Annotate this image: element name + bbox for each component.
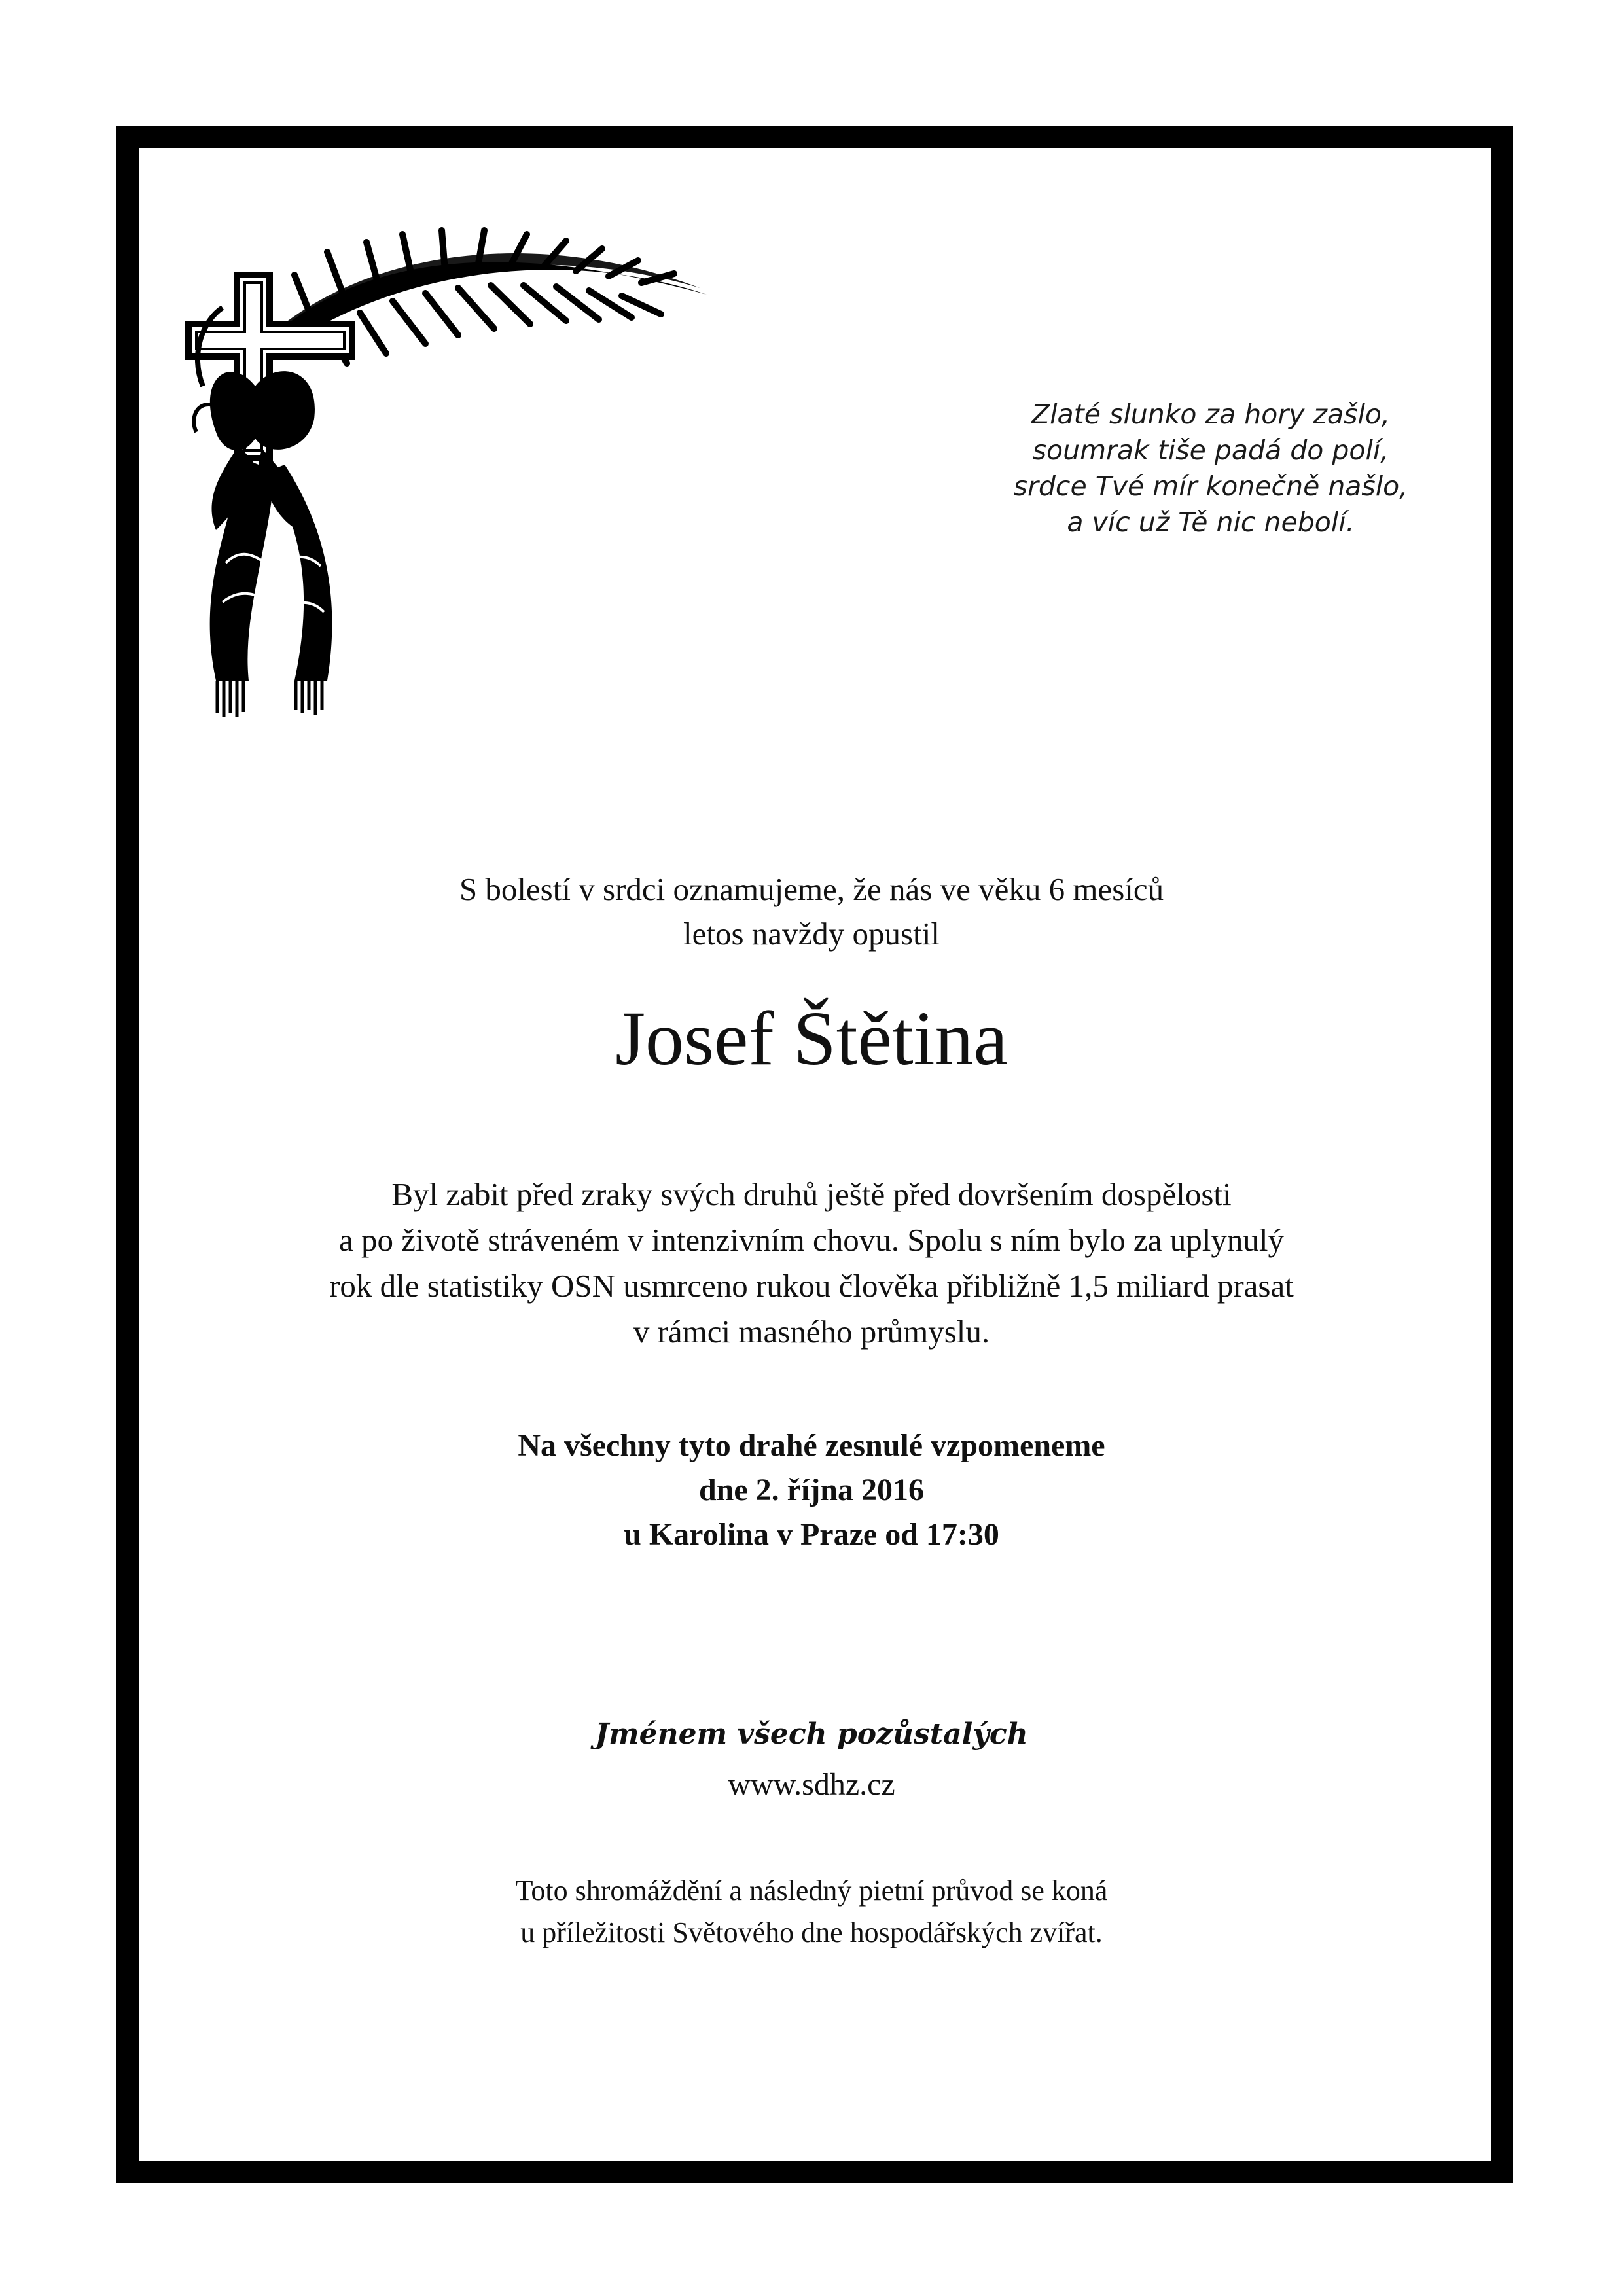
obituary-body: [0, 1172, 1623, 1355]
poem-line: Zlaté slunko za hory zašlo,: [1031, 399, 1390, 430]
deceased-name: Josef Štětina: [615, 996, 1008, 1081]
signature: Jménem všech pozůstalých: [595, 1717, 1028, 1751]
body-line: rok dle statistiky OSN usmrceno rukou člověka přibližně 1,5 miliard prasat: [329, 1268, 1294, 1304]
memorial-poem: [955, 397, 1466, 541]
event-location-time: u Karolina v Praze od 17:30: [624, 1517, 999, 1552]
event-details: [0, 1424, 1623, 1557]
poem-line: a víc už Tě nic nebolí.: [1067, 507, 1355, 538]
body-line: v rámci masného průmyslu.: [633, 1314, 990, 1350]
announcement: [0, 867, 1623, 956]
event-line: Na všechny tyto drahé zesnulé vzpomeneme: [518, 1428, 1105, 1463]
event-date: dne 2. října 2016: [698, 1473, 924, 1507]
poem-line: soumrak tiše padá do polí,: [1032, 435, 1389, 466]
cross-with-palm-branch-and-ribbon-icon: [177, 223, 713, 772]
body-line: a po životě stráveném v intenzivním chovu. Spolu s ním bylo za uplynulý: [339, 1222, 1284, 1258]
body-line: Byl zabit před zraky svých druhů ještě před dovršením dospělosti: [391, 1176, 1232, 1212]
footer-note: [0, 1870, 1623, 1954]
website-link[interactable]: www.sdhz.cz: [728, 1767, 895, 1802]
announcement-line: letos navždy opustil: [683, 916, 940, 952]
footer-line: u příležitosti Světového dne hospodářských zvířat.: [520, 1916, 1103, 1948]
poem-line: srdce Tvé mír konečně našlo,: [1013, 471, 1408, 502]
footer-line: Toto shromáždění a následný pietní průvod se koná: [515, 1874, 1108, 1907]
announcement-line: S bolestí v srdci oznamujeme, že nás ve věku 6 mesíců: [459, 871, 1164, 907]
